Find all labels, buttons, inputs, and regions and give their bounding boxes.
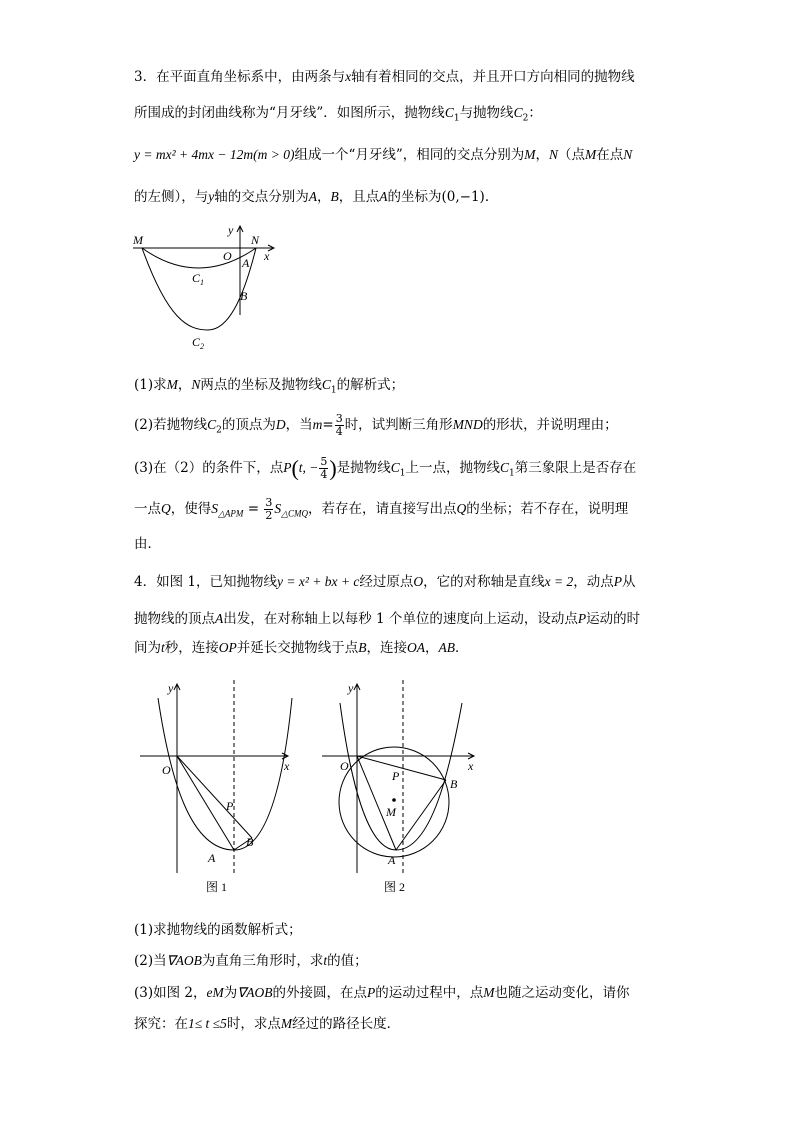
circle-m: eM xyxy=(206,985,224,1000)
q4-text: 时，求点 xyxy=(226,1016,281,1032)
q4-text: 探究：在 xyxy=(134,1016,188,1032)
q3-part-3b xyxy=(134,497,628,524)
var-c: C xyxy=(321,377,331,392)
var-b: B xyxy=(330,189,339,204)
var-c2: C xyxy=(513,105,523,120)
label-b: B xyxy=(246,835,254,849)
var-m: M xyxy=(585,147,597,162)
equation: x = 2 xyxy=(544,574,574,589)
q3-line-3 xyxy=(134,145,632,165)
q3-text: (2)若抛物线 xyxy=(134,417,208,433)
fraction: $\frac{5}{4}$ xyxy=(320,455,328,481)
var-p: P xyxy=(577,611,587,626)
q3-text: 一点 xyxy=(134,501,161,517)
q4-text: ，动点 xyxy=(573,574,614,590)
equation: y = mx² + 4mx − 12m(m > 0) xyxy=(134,147,295,162)
var-t: t xyxy=(161,640,165,655)
var-a: A xyxy=(308,189,317,204)
sub: 1 xyxy=(453,113,460,124)
parabola-c2 xyxy=(142,248,256,330)
q3-part-2 xyxy=(134,413,618,441)
var-m: M xyxy=(524,147,536,162)
q3-text: 的坐标为 xyxy=(387,189,442,205)
fraction: $\frac{3}{2}$ xyxy=(265,496,273,522)
punct: ， xyxy=(425,640,439,656)
var-ab: AB xyxy=(438,640,456,655)
q4-text: 的值； xyxy=(327,953,368,969)
label-p: P xyxy=(392,769,400,783)
label-o: O xyxy=(223,249,232,263)
q3-line-1 xyxy=(134,67,635,87)
var-p: P xyxy=(283,460,292,475)
q4-line-2 xyxy=(134,609,640,629)
q4-text: 的运动过程中，点 xyxy=(375,985,484,1001)
segment-oa xyxy=(357,756,396,850)
sub: 1 xyxy=(509,468,515,479)
var-t: t xyxy=(323,953,328,968)
label-x: x xyxy=(468,759,474,773)
sub: 1 xyxy=(399,468,406,479)
label-a: A xyxy=(388,853,396,867)
q3-line-2 xyxy=(134,103,542,129)
label-y: y xyxy=(228,223,234,237)
q3-text: 是抛物线 xyxy=(336,460,391,476)
q3-line-4 xyxy=(134,187,498,207)
var-q: Q xyxy=(456,501,467,516)
q4-text: 经过原点 xyxy=(359,574,414,590)
var-x: x xyxy=(345,69,352,84)
q4-figure-2 xyxy=(322,678,482,898)
sub: △APM xyxy=(218,508,244,519)
var-m: M xyxy=(166,377,178,392)
q3-text: (1)求 xyxy=(134,377,167,393)
punct: ， xyxy=(535,147,550,163)
q4-text: 并延长交抛物线于点 xyxy=(236,640,359,656)
q4-text: 抛物线的顶点 xyxy=(134,611,215,627)
label-p: P xyxy=(226,799,234,813)
var-d: D xyxy=(275,417,286,432)
q4-text: 经过的路径长度． xyxy=(292,1016,401,1032)
q3-figure xyxy=(128,220,288,360)
q3-text: (3)在（2）的条件下，点 xyxy=(134,460,284,476)
var-a: A xyxy=(215,611,224,626)
segment-ob xyxy=(177,756,252,838)
punct: ， xyxy=(317,189,331,205)
caption-fig-1: 图 1 xyxy=(206,880,228,894)
q4-text: 的外接圆，在点 xyxy=(272,985,368,1001)
q4-line-1 xyxy=(134,572,635,592)
q4-text: 4．如图 1，已知抛物线 xyxy=(134,574,277,590)
var-mnd: MND xyxy=(452,417,483,432)
triangle-aob: ∇AOB xyxy=(166,953,202,968)
parabola-c1 xyxy=(142,248,256,268)
q3-part-1 xyxy=(134,375,404,401)
center-point xyxy=(392,798,396,802)
var-c: C xyxy=(500,460,510,475)
label-b: B xyxy=(240,289,248,303)
var-n: N xyxy=(191,377,201,392)
q3-text: 与抛物线 xyxy=(459,105,514,121)
label-c2: $C_2$ xyxy=(192,335,205,351)
q3-text: 两点的坐标及抛物线 xyxy=(200,377,322,393)
q3-text: ，且点 xyxy=(338,189,380,205)
q4-part-3b xyxy=(134,1014,400,1034)
q3-text: 的解析式； xyxy=(336,377,405,393)
fraction: $\frac{3}{4}$ xyxy=(335,412,343,438)
q3-text: 组成一个“月牙线”，相同的交点分别为 xyxy=(294,147,525,163)
q4-part-2 xyxy=(134,951,368,971)
segment-ob xyxy=(357,756,446,780)
punct: ． xyxy=(484,189,499,205)
q4-part-1 xyxy=(134,920,302,940)
var-m: m xyxy=(312,417,323,432)
var-oa: OA xyxy=(407,640,426,655)
var-y: y xyxy=(208,189,215,204)
q4-text: (3)如图 2， xyxy=(134,985,207,1001)
var-s: S xyxy=(274,501,282,516)
var-c: C xyxy=(207,417,217,432)
q3-text: 的左侧），与 xyxy=(134,189,209,205)
q4-text: 间为 xyxy=(134,640,161,656)
coord-t: t, − xyxy=(298,460,319,475)
q4-text: 运动的时 xyxy=(586,611,641,627)
q4-text: 也随之运动变化，请你 xyxy=(494,985,630,1001)
label-o: O xyxy=(162,763,171,777)
q3-text: ： xyxy=(528,105,542,121)
var-m: M xyxy=(483,985,495,1000)
q3-text: 3．在平面直角坐标系中，由两条与 xyxy=(134,69,346,85)
label-b: B xyxy=(450,777,458,791)
var-c1: C xyxy=(444,105,454,120)
q3-text: 由． xyxy=(134,536,161,552)
q3-text: ，使得 xyxy=(170,501,212,517)
var-q: Q xyxy=(161,501,171,516)
label-x: x xyxy=(264,249,270,263)
var-p: P xyxy=(613,574,622,589)
parabola xyxy=(158,698,292,850)
equation: y = x² + bx + c xyxy=(276,574,360,589)
q4-text: (2)当 xyxy=(134,953,167,969)
equals: = xyxy=(322,417,334,433)
label-a: A xyxy=(208,851,216,865)
label-y: y xyxy=(168,681,174,695)
var-op: OP xyxy=(218,640,237,655)
var-m: M xyxy=(280,1016,293,1031)
sub: 2 xyxy=(216,425,222,436)
q3-text: 轴有着相同的交点，并且开口方向相同的抛物线 xyxy=(351,69,635,85)
triangle-aob: ∇AOB xyxy=(237,985,273,1000)
q4-text: 为 xyxy=(223,985,238,1001)
label-x: x xyxy=(284,759,290,773)
label-y: y xyxy=(348,681,354,695)
q3-text: 的坐标；若不存在，说明理 xyxy=(466,501,629,517)
q4-line-3 xyxy=(134,638,469,658)
parabola xyxy=(340,703,462,850)
label-n: N xyxy=(251,233,260,247)
var-c: C xyxy=(390,460,400,475)
q4-text: 秒，连接 xyxy=(164,640,219,656)
punct: ． xyxy=(455,640,469,656)
coordinate: (0,−1) xyxy=(441,189,485,205)
var-b: B xyxy=(358,640,367,655)
q4-part-3 xyxy=(134,983,630,1003)
q3-part-3c xyxy=(134,534,161,554)
q4-text: 出发，在对称轴上以每秒 1 个单位的速度向上运动，设动点 xyxy=(223,611,578,627)
label-c1: $C_1$ xyxy=(192,271,205,287)
sub: 2 xyxy=(522,113,529,124)
var-s: S xyxy=(211,501,218,516)
q4-text: 从 xyxy=(621,574,636,590)
punct: ， xyxy=(177,377,192,393)
var-n: N xyxy=(549,147,559,162)
var-o: O xyxy=(413,574,424,589)
q3-text: 第三象限上是否存在 xyxy=(514,460,637,476)
q3-part-3: (3)在（2）的条件下，点P(t, − $\frac{5}{4}$ )是抛物线$C_1$上一点，抛物线$C_1$第三象限上是否存在 xyxy=(134,455,637,481)
q4-text: ，它的对称轴是直线 xyxy=(423,574,545,590)
q3-text: （点 xyxy=(558,147,586,163)
caption-fig-2: 图 2 xyxy=(384,880,406,894)
circumcircle xyxy=(339,747,449,857)
q3-text: 的形状，并说明理由； xyxy=(482,417,618,433)
q3-text: 所围成的封闭曲线称为“月牙线”．如图所示，抛物线 xyxy=(134,105,445,121)
var-a: A xyxy=(379,189,388,204)
label-o: O xyxy=(340,759,349,773)
label-a: A xyxy=(242,256,250,270)
equals: = xyxy=(243,501,264,517)
sub: 1 xyxy=(330,385,337,396)
range: 1≤ t ≤5 xyxy=(188,1016,227,1031)
q3-text: 在点 xyxy=(596,147,624,163)
q3-text: 轴的交点分别为 xyxy=(214,189,309,205)
q4-text: (1)求抛物线的函数解析式； xyxy=(134,922,302,938)
q3-text: 的顶点为 xyxy=(221,417,276,433)
q4-text: 为直角三角形时，求 xyxy=(201,953,324,969)
q4-text: ，连接 xyxy=(366,640,408,656)
label-m: M xyxy=(386,805,396,819)
q3-text: ，当 xyxy=(285,417,313,433)
sub: △CMQ xyxy=(281,508,308,519)
q3-text: 时，试判断三角形 xyxy=(344,417,453,433)
var-p: P xyxy=(367,985,376,1000)
q3-text: ，若存在，请直接写出点 xyxy=(308,501,457,517)
var-n: N xyxy=(623,147,633,162)
q4-figure-1 xyxy=(140,678,300,898)
label-m: M xyxy=(133,233,143,247)
q3-text: 上一点，抛物线 xyxy=(405,460,500,476)
